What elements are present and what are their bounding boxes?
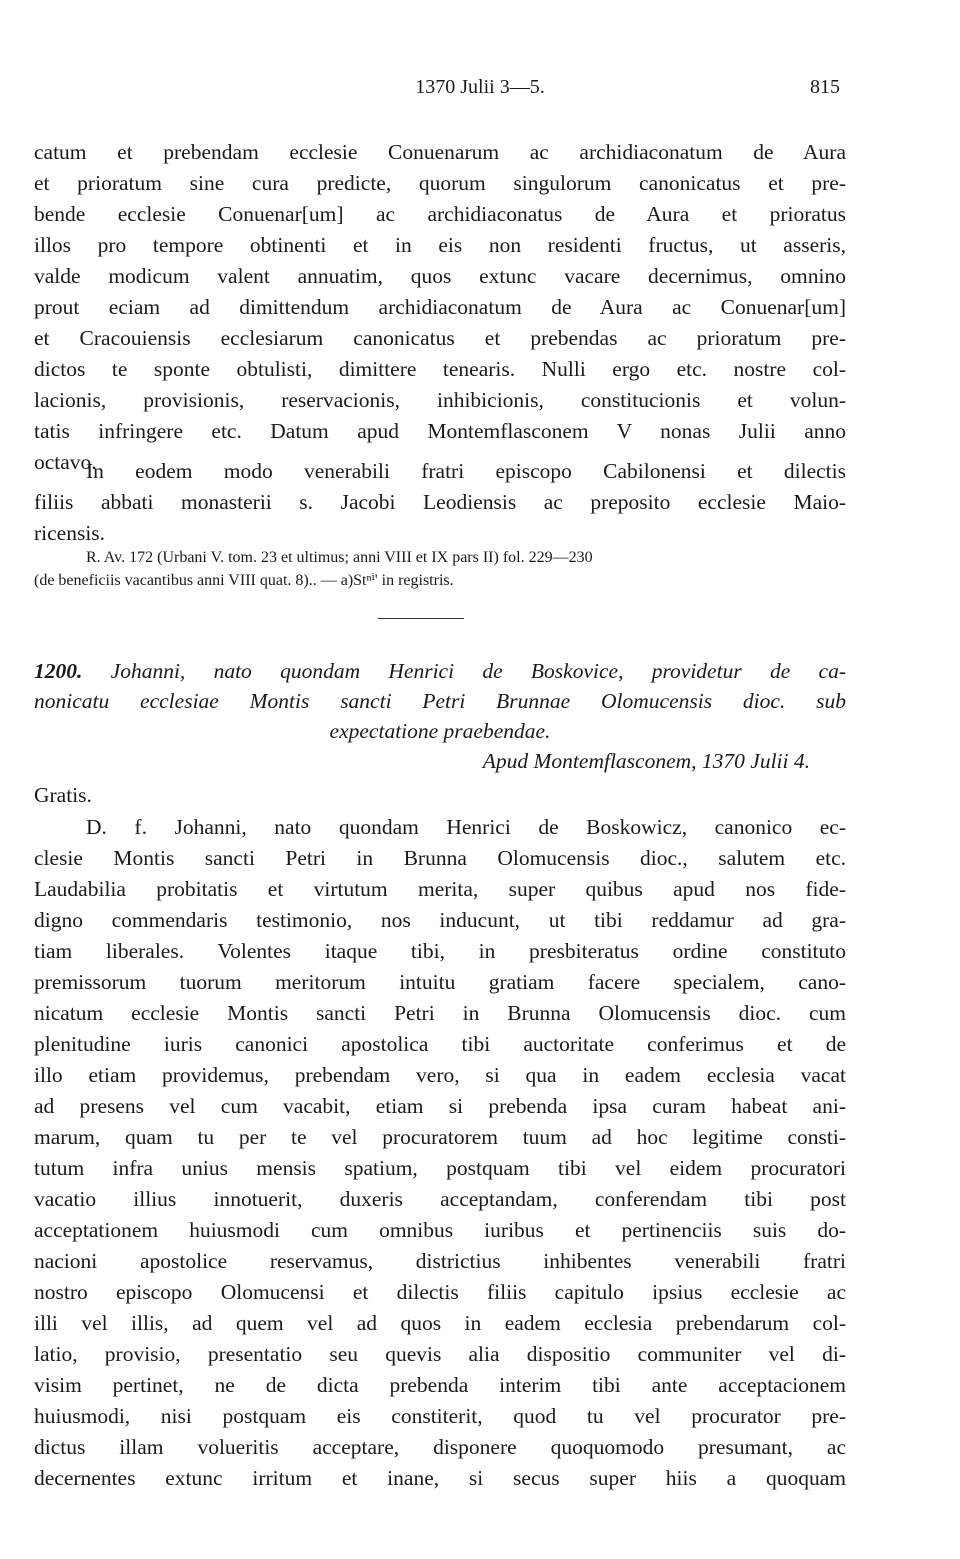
text-line: marum, quam tu per te vel procuratorem tuum ad hoc legitime consti- (34, 1125, 846, 1149)
regest-text: Johanni, nato quondam Henrici de Boskovice, providetur de ca- (110, 659, 846, 683)
text-line: visim pertinet, ne de dicta prebenda interim tibi ante acceptacionem (34, 1373, 846, 1397)
page-header (0, 76, 960, 106)
text-line: plenitudine iuris canonici apostolica tibi auctoritate conferimus et de (34, 1032, 846, 1056)
text-line: illo etiam providemus, prebendam vero, si qua in eadem ecclesia vacat (34, 1063, 846, 1087)
text-line: digno commendaris testimonio, nos inducunt, ut tibi reddamur ad gra- (34, 908, 846, 932)
text-line: tiam liberales. Volentes itaque tibi, in presbiteratus ordine constituto (34, 939, 846, 963)
text-line: acceptationem huiusmodi cum omnibus iuribus et pertinenciis suis do- (34, 1218, 846, 1242)
text-line: et prioratum sine cura predicte, quorum singulorum canonicatus et pre- (34, 171, 846, 195)
text-line: prout eciam ad dimittendum archidiaconatum de Aura ac Conuenar[um] (34, 295, 846, 319)
gratis-note: Gratis. (34, 783, 92, 807)
text-line: dictos te sponte obtulisti, dimittere tenearis. Nulli ergo etc. nostre col- (34, 357, 846, 381)
text-line: latio, provisio, presentatio seu quevis alia dispositio communiter vel di- (34, 1342, 846, 1366)
text-line: illos pro tempore obtinenti et in eis non residenti fructus, ut asseris, (34, 233, 846, 257)
text-line: In eodem modo venerabili fratri episcopo Cabilonensi et dilectis (86, 459, 846, 483)
text-line: nicatum ecclesie Montis sancti Petri in Brunna Olomucensis dioc. cum (34, 1001, 846, 1025)
continued-text (34, 137, 846, 478)
separator-rule (378, 618, 464, 619)
text-line: huiusmodi, nisi postquam eis constiterit, quod tu vel procurator pre- (34, 1404, 846, 1428)
regest-line: expectatione praebendae. (329, 719, 551, 743)
regest-line (34, 656, 846, 686)
text-line: filiis abbati monasterii s. Jacobi Leodiensis ac preposito ecclesie Maio- (34, 490, 846, 514)
text-line: illi vel illis, ad quem vel ad quos in eadem ecclesia prebendarum col- (34, 1311, 846, 1335)
text-line: Laudabilia probitatis et virtutum merita, super quibus apud nos fide- (34, 877, 846, 901)
source-note (34, 546, 846, 592)
text-line: nacioni apostolice reservamus, districtius inhibentes venerabili fratri (34, 1249, 846, 1273)
running-title: 1370 Julii 3—5. (415, 76, 545, 98)
text-line: ad presens vel cum vacabit, etiam si prebenda ipsa curam habeat ani- (34, 1094, 846, 1118)
text-line: ricensis. (34, 521, 106, 545)
text-line: lacionis, provisionis, reservacionis, inhibicionis, constitucionis et volun- (34, 388, 846, 412)
text-line: decernentes extunc irritum et inane, si secus super hiis a quoquam (34, 1466, 846, 1490)
text-line: premissorum tuorum meritorum intuitu gratiam facere specialem, cano- (34, 970, 846, 994)
text-line: octavo. (34, 450, 97, 474)
entry-regest (34, 656, 846, 776)
in-eodem-modo-paragraph (34, 456, 846, 549)
text-line: vacatio illius innotuerit, duxeris acceptandam, conferendam tibi post (34, 1187, 846, 1211)
text-line: D. f. Johanni, nato quondam Henrici de Boskowicz, canonico ec- (86, 815, 846, 839)
text-line: catum et prebendam ecclesie Conuenarum ac archidiaconatum de Aura (34, 140, 846, 164)
document-body (34, 812, 846, 1494)
page-number: 815 (810, 76, 840, 98)
place-date: Apud Montemflasconem, 1370 Julii 4. (482, 749, 810, 773)
text-line: et Cracouiensis ecclesiarum canonicatus et prebendas ac prioratum pre- (34, 326, 846, 350)
entry-number: 1200. (34, 659, 83, 683)
text-line: tutum infra unius mensis spatium, postquam tibi vel eidem procuratori (34, 1156, 846, 1180)
regest-line: nonicatu ecclesiae Montis sancti Petri Brunnae Olomucensis dioc. sub (34, 689, 846, 713)
note-line: R. Av. 172 (Urbani V. tom. 23 et ultimus; anni VIII et IX pars II) fol. 229—230 (86, 549, 593, 566)
text-line: clesie Montis sancti Petri in Brunna Olomucensis dioc., salutem etc. (34, 846, 846, 870)
text-line: tatis infringere etc. Datum apud Montemflasconem V nonas Julii anno (34, 419, 846, 443)
text-line: bende ecclesie Conuenar[um] ac archidiaconatus de Aura et prioratus (34, 202, 846, 226)
text-line: dictus illam volueritis acceptare, disponere quoquomodo presumant, ac (34, 1435, 846, 1459)
text-line: nostro episcopo Olomucensi et dilectis filiis capitulo ipsius ecclesie ac (34, 1280, 846, 1304)
text-line: valde modicum valent annuatim, quos extunc vacare decernimus, omnino (34, 264, 846, 288)
note-line: (de beneficiis vacantibus anni VIII quat. 8).. — a)Stⁿⁱ' in registris. (34, 572, 454, 589)
